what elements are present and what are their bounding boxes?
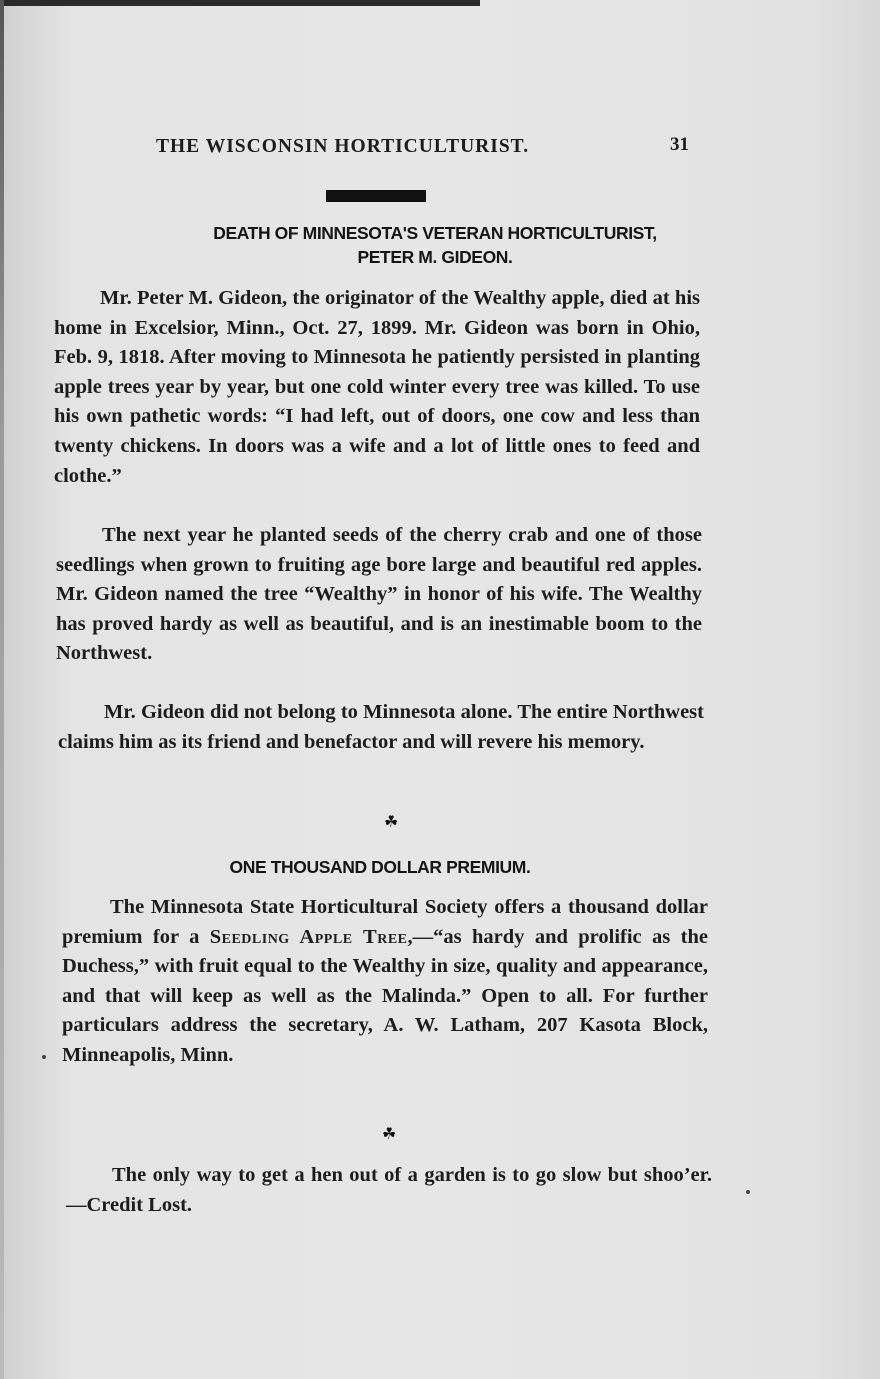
premium-smallcaps: Seedling Apple Tree <box>209 925 408 948</box>
page-number: 31 <box>670 134 689 155</box>
fleuron-ornament-icon: ☘ <box>382 1124 397 1143</box>
article-paragraph-2: The next year he planted seeds of the cherry crab and one of those seedlings when grown to fruiting age bore large and beautiful red apples. Mr. Gideon named the tree “Wealthy” in honor of his wife. The Wealthy has proved hardy as well as beautiful, and is an inestimable boom to the Northwest. <box>56 524 702 665</box>
closing-note: The only way to get a hen out of a garden is to go slow but shoo’er.—Credit Lost. <box>66 1164 712 1216</box>
scan-speck <box>42 1055 46 1059</box>
section-rule <box>326 190 426 202</box>
fleuron-ornament-icon: ☘ <box>384 812 399 831</box>
scan-speck <box>746 1190 750 1194</box>
article-paragraph-1: Mr. Peter M. Gideon, the originator of the Wealthy apple, died at his home in Excelsior, Minn., Oct. 27, 1899. Mr. Gideon was born in Ohio, Feb. 9, 1818. After moving to Minnesota he patiently persisted in planting apple trees year by year, but one cold winter every tree was killed. To use his own pathetic words: “I had left, out of doors, one cow and less than twenty chickens. In doors was a wife and a lot of little ones to feed and clothe.” <box>54 287 700 487</box>
premium-text-end: ,—“as hardy and prolific as the Duchess,” with fruit equal to the Wealthy in size, quality and appearance, and that will keep as well as the Malinda.” Open to all. For further particulars address the secretary, A. W. Latham, 207 Kasota Block, Minneapolis, Minn. <box>62 925 708 1066</box>
scan-edge-top <box>0 0 480 6</box>
running-head: THE WISCONSIN HORTICULTURIST. <box>156 136 530 157</box>
premium-title: ONE THOUSAND DOLLAR PREMIUM. <box>229 857 531 877</box>
article-title-line-1: DEATH OF MINNESOTA'S VETERAN HORTICULTURIST, <box>213 223 657 243</box>
premium-text-start: The Minnesota State Horticultural Society offers a thousand dollar premium for a <box>62 896 708 948</box>
premium-paragraph <box>62 893 708 1071</box>
scan-edge-left <box>0 0 4 1379</box>
article-title-line-2: PETER M. GIDEON. <box>357 247 513 267</box>
article-paragraph-3: Mr. Gideon did not belong to Minnesota alone. The entire Northwest claims him as its friend and benefactor and will revere his memory. <box>58 701 704 753</box>
